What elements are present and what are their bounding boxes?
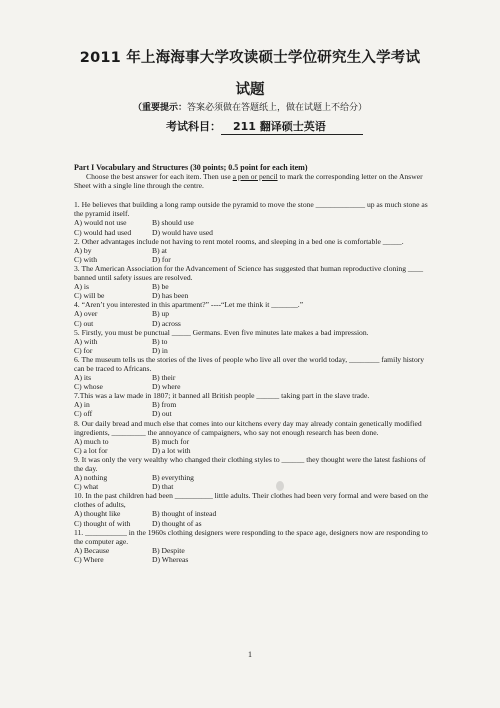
- answer-options-row: [74, 282, 434, 291]
- answer-option: A) Because: [74, 545, 110, 555]
- answer-options-row: [74, 309, 434, 318]
- answer-option: A) in: [74, 400, 90, 410]
- answer-option: C) will be: [74, 291, 105, 301]
- answer-option: D) would have used: [152, 227, 213, 237]
- answer-options-row: [74, 337, 434, 346]
- answer-option: C) whose: [74, 382, 103, 392]
- answer-option: B) be: [152, 282, 169, 292]
- answer-option: C) would had used: [74, 227, 132, 237]
- question-stem: 3. The American Association for the Advancement of Science has suggested that human reproductive cloning ____ banned until safety issues are resolved.: [74, 263, 424, 283]
- question-stem: 6. The museum tells us the stories of the lives of people who live all over the world today, ________ family history can be traced to Africans.: [74, 354, 425, 373]
- answer-options-row: [74, 546, 434, 555]
- answer-options-row: [74, 291, 434, 300]
- answer-option: C) with: [74, 254, 97, 264]
- answer-option: C) out: [74, 318, 94, 328]
- question-list: [74, 200, 434, 564]
- answer-option: A) thought like: [74, 509, 121, 519]
- part-instructions: Choose the best answer for each item. Then use a pen or pencil to mark the corresponding letter on the Answer Sheet with a single line through the centre.: [74, 172, 423, 191]
- answer-option: B) from: [152, 400, 177, 410]
- answer-option: D) across: [152, 318, 181, 328]
- question-stem: 9. It was only the very wealthy who changed their clothing styles to ______ they thought were the latest fashions of the day.: [74, 454, 426, 473]
- question-stem: 8. Our daily bread and much else that comes into our kitchens every day may already contain genetically modified ingredients, _________ the annoyance of campaigners, who say not enough research has been done.: [74, 418, 422, 437]
- notice-text: 答案必须做在答题纸上，做在试题上不给分）: [187, 103, 368, 113]
- exam-body: [74, 163, 434, 564]
- answer-option: A) its: [74, 373, 92, 383]
- question-stem: 5. Firstly, you must be punctual _____ Germans. Even five minutes late makes a bad impression.: [74, 327, 369, 337]
- question-stem: 1. He believes that building a long ramp outside the pyramid to move the stone _____________ up as much stone as the pyramid itself.: [74, 200, 428, 219]
- answer-options-row: [74, 473, 434, 482]
- answer-options-row: [74, 437, 434, 446]
- answer-option: A) with: [74, 336, 98, 346]
- answer-option: A) by: [74, 245, 92, 255]
- answer-options-row: [74, 409, 434, 418]
- answer-options-row: [74, 319, 434, 328]
- question-stem: 2. Other advantages include not having to rent motel rooms, and sleeping in a bed one is comfortable _____.: [74, 236, 404, 246]
- answer-option: C) Where: [74, 554, 104, 564]
- question-stem: 10. In the past children had been __________ little adults. Their clothes had been very formal and were based on the clothes of adults,: [74, 491, 429, 510]
- answer-options-row: [74, 255, 434, 264]
- answer-options-row: [74, 373, 434, 382]
- answer-option: A) nothing: [74, 473, 108, 483]
- exam-subject: [166, 118, 363, 135]
- answer-option: D) that: [152, 482, 174, 492]
- answer-option: B) up: [152, 309, 170, 319]
- answer-option: B) should use: [152, 218, 194, 228]
- answer-options-row: [74, 555, 434, 564]
- answer-option: B) much for: [152, 436, 190, 446]
- answer-option: D) out: [152, 409, 172, 419]
- answer-option: D) thought of as: [152, 518, 202, 528]
- answer-option: D) has been: [152, 291, 189, 301]
- answer-option: B) to: [152, 336, 168, 346]
- part-heading: Part I Vocabulary and Structures (30 points; 0.5 point for each item): [74, 163, 308, 172]
- answer-option: A) much to: [74, 436, 109, 446]
- pen-or-pencil-text: a pen or pencil: [232, 172, 278, 182]
- notice-label: （重要提示：: [132, 103, 187, 113]
- answer-options-row: [74, 218, 434, 227]
- subject-label: 考试科目：: [166, 120, 221, 133]
- answer-options-row: [74, 382, 434, 391]
- answer-option: B) thought of instead: [152, 509, 217, 519]
- answer-option: A) would not use: [74, 218, 127, 228]
- answer-option: D) for: [152, 254, 171, 264]
- answer-options-row: [74, 519, 434, 528]
- answer-options-row: [74, 400, 434, 409]
- exam-title-line1: 2011 年上海海事大学攻读硕士学位研究生入学考试: [79, 50, 421, 66]
- question-stem: 7.This was a law made in 1807; it banned all British people ______ taking part in the slave trade.: [74, 391, 370, 401]
- answer-option: C) a lot for: [74, 445, 108, 455]
- answer-option: D) Whereas: [152, 554, 189, 564]
- answer-options-row: [74, 246, 434, 255]
- answer-option: D) in: [152, 345, 168, 355]
- answer-option: A) is: [74, 282, 89, 292]
- answer-option: C) off: [74, 409, 93, 419]
- answer-option: C) thought of with: [74, 518, 131, 528]
- answer-option: C) for: [74, 345, 93, 355]
- answer-option: B) Despite: [152, 545, 185, 555]
- answer-option: B) at: [152, 245, 167, 255]
- answer-options-row: [74, 446, 434, 455]
- answer-option: B) everything: [152, 473, 194, 483]
- ink-mark: [276, 481, 284, 491]
- answer-option: D) where: [152, 382, 181, 392]
- answer-options-row: [74, 346, 434, 355]
- answer-option: D) a lot with: [152, 445, 191, 455]
- question-stem: 11. ___________ in the 1960s clothing designers were responding to the space age, designers now are responding to the computer age.: [74, 527, 428, 546]
- answer-options-row: [74, 482, 434, 491]
- answer-option: C) what: [74, 482, 99, 492]
- exam-title-line2: 试题: [235, 82, 265, 98]
- answer-options-row: [74, 509, 434, 518]
- subject-value: 211 翻译硕士英语: [221, 118, 363, 135]
- answer-options-row: [74, 228, 434, 237]
- page-number: 1: [248, 650, 252, 659]
- answer-option: B) their: [152, 373, 176, 383]
- answer-option: A) over: [74, 309, 98, 319]
- important-notice: [0, 100, 500, 113]
- question-stem: 4. “Aren’t you interested in this apartment?” ----“Let me think it _______.”: [74, 300, 304, 310]
